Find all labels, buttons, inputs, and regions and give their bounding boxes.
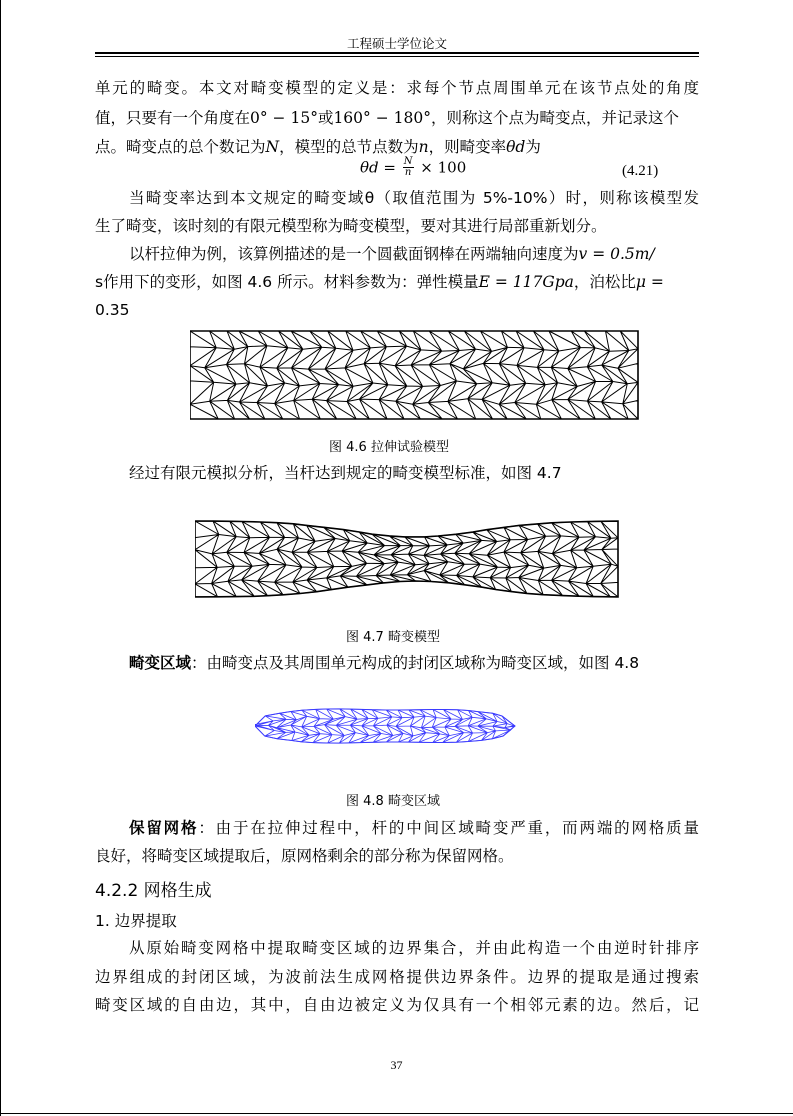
poisson-symbol: μ = bbox=[635, 273, 664, 291]
page-frame-left bbox=[0, 0, 1, 1116]
para6-line2: 良好，将畸变区域提取后，原网格剩余的部分称为保留网格。 bbox=[95, 847, 514, 865]
mesh-elements bbox=[255, 709, 515, 743]
term-retained-mesh: 保留网格 bbox=[129, 819, 199, 837]
para7-line1: 从原始畸变网格中提取畸变区域的边界集合，并由此构造一个由逆时针排序 bbox=[129, 939, 699, 957]
para2-line1: 当畸变率达到本文规定的畸变域θ（取值范围为 5%-10%）时，则称该模型发 bbox=[129, 189, 699, 207]
figure-4-6-mesh bbox=[190, 330, 640, 422]
para2-line2: 生了畸变，该时刻的有限元模型称为畸变模型，要对其进行局部重新划分。 bbox=[95, 217, 607, 235]
equation-rhs: × 100 bbox=[420, 158, 467, 177]
symbol-N: N bbox=[265, 138, 280, 156]
angle-range: 0° − 15°或160° − 180° bbox=[250, 109, 431, 127]
mesh-elements bbox=[190, 331, 638, 419]
velocity-value: v = 0.5m/ bbox=[578, 245, 655, 263]
fraction bbox=[403, 157, 414, 178]
para6-line1 bbox=[129, 818, 699, 838]
symbol-n: n bbox=[418, 138, 429, 156]
text-span: ，泊松比 bbox=[573, 273, 636, 291]
fraction-denominator: n bbox=[404, 167, 412, 178]
modulus-value: E = 117Gpa bbox=[478, 273, 574, 291]
equation-lhs: θd = bbox=[360, 158, 396, 177]
term-distortion-region: 畸变区域 bbox=[129, 654, 192, 672]
text-span: 为 bbox=[525, 138, 541, 156]
para1-line1: 单元的畸变。本文对畸变模型的定义是：求每个节点周围单元在该节点处的角度 bbox=[95, 79, 699, 97]
text-span: ，则称这个点为畸变点，并记录这个 bbox=[430, 109, 679, 127]
text-span: ：由于在拉伸过程中，杆的中间区域畸变严重，而两端的网格质量 bbox=[198, 819, 699, 837]
text-span: ：由畸变点及其周围单元构成的封闭区域称为畸变区域，如图 4.8 bbox=[191, 654, 640, 672]
text-span: ，则畸变率 bbox=[428, 138, 507, 156]
mesh-edges bbox=[190, 331, 638, 419]
para4-line1: 经过有限元模拟分析，当杆达到规定的畸变模型标准，如图 4.7 bbox=[129, 464, 562, 482]
para1-line3 bbox=[95, 137, 541, 157]
symbol-theta-d: θd bbox=[506, 138, 526, 156]
page-number: 37 bbox=[390, 1058, 403, 1072]
figure-4-8-caption: 图 4.8 畸变区域 bbox=[346, 794, 440, 809]
text-span: 以杆拉伸为例，该算例描述的是一个圆截面钢棒在两端轴向速度为 bbox=[129, 245, 579, 263]
para5-line1 bbox=[129, 653, 639, 673]
figure-4-8-mesh bbox=[255, 702, 517, 752]
equation-4-21 bbox=[360, 157, 466, 178]
mesh-edges bbox=[195, 521, 618, 597]
figure-4-6-caption: 图 4.6 拉伸试验模型 bbox=[329, 440, 449, 455]
header-rule-thin bbox=[95, 56, 699, 57]
running-header: 工程硕士学位论文 bbox=[346, 36, 447, 51]
figure-4-7-mesh bbox=[195, 520, 620, 600]
text-span: 值，只要有一个角度在 bbox=[95, 109, 251, 127]
mesh-edges bbox=[255, 709, 515, 743]
text-span: s作用下的变形，如图 4.6 所示。材料参数为：弹性模量 bbox=[95, 273, 479, 291]
text-span: ，模型的总节点数为 bbox=[279, 138, 419, 156]
mesh-elements bbox=[195, 521, 618, 597]
page-frame-bottom bbox=[0, 1113, 793, 1114]
para3-line1 bbox=[129, 244, 655, 264]
para3-line2 bbox=[95, 272, 664, 292]
header-rule-thick bbox=[95, 52, 699, 54]
text-span: 点。畸变点的总个数记为 bbox=[95, 138, 266, 156]
subsection-heading: 1. 边界提取 bbox=[95, 912, 177, 930]
equation-number: (4.21) bbox=[622, 163, 659, 179]
para7-line2: 边界组成的封闭区域，为波前法生成网格提供边界条件。边界的提取是通过搜索 bbox=[95, 968, 699, 986]
para1-line2 bbox=[95, 108, 699, 128]
section-heading: 4.2.2 网格生成 bbox=[95, 881, 212, 901]
para3-line3: 0.35 bbox=[95, 301, 130, 319]
para7-line3: 畸变区域的自由边，其中，自由边被定义为仅具有一个相邻元素的边。然后，记 bbox=[95, 996, 699, 1014]
fraction-numerator: N bbox=[403, 156, 413, 167]
figure-4-7-caption: 图 4.7 畸变模型 bbox=[346, 630, 440, 645]
